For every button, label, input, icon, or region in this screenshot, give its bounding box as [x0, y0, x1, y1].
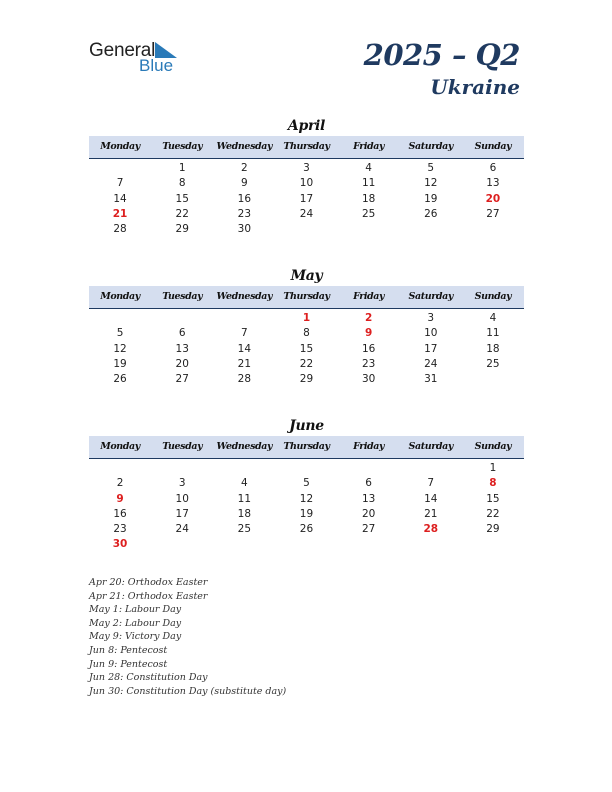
empty-day-cell: [275, 222, 337, 237]
empty-day-cell: [462, 372, 524, 387]
day-cell: 2: [116, 477, 124, 490]
week-row: [89, 192, 524, 207]
day-cell: 18: [361, 192, 376, 205]
weekday-friday: Friday: [353, 441, 385, 452]
empty-day-cell: [275, 461, 337, 476]
day-cell: 29: [486, 523, 500, 536]
day-cell: 12: [113, 342, 127, 355]
day-cell: 7: [427, 477, 435, 490]
empty-day-cell: [213, 311, 275, 326]
day-cell: 21: [424, 507, 438, 520]
weekday-tuesday: Tuesday: [162, 441, 203, 452]
day-cell: 18: [486, 342, 500, 355]
holiday-item: May 9: Victory Day: [89, 631, 182, 643]
weekday-saturday: Saturday: [408, 141, 453, 152]
day-cell: 28: [237, 373, 252, 386]
month-title: April: [287, 118, 326, 134]
weekday-wednesday: Wednesday: [216, 291, 273, 302]
day-cell: 17: [175, 507, 189, 520]
day-cell: 14: [113, 192, 127, 205]
holiday-day-cell: 2: [364, 312, 373, 324]
holiday-item: May 1: Labour Day: [89, 604, 182, 616]
holiday-day-cell: 8: [489, 477, 497, 490]
day-cell: 26: [424, 207, 438, 220]
day-cell: 25: [361, 207, 376, 220]
day-cell: 28: [113, 223, 127, 236]
weekday-saturday: Saturday: [408, 291, 453, 302]
day-cell: 7: [116, 177, 124, 190]
weekday-monday: Monday: [100, 141, 140, 152]
week-row: [89, 537, 524, 552]
day-cell: 7: [241, 327, 248, 340]
weekday-thursday: Thursday: [283, 291, 330, 302]
empty-day-cell: [213, 537, 275, 552]
day-cell: 14: [237, 342, 252, 355]
day-cell: 1: [489, 462, 497, 474]
month-may: [89, 266, 524, 387]
week-row: [89, 357, 524, 372]
holiday-item: Jun 8: Pentecost: [89, 644, 168, 656]
day-cell: 16: [361, 342, 376, 355]
day-cell: 11: [361, 177, 376, 190]
day-cell: 16: [237, 192, 252, 205]
weekday-header: [89, 436, 524, 459]
weekday-tuesday: Tuesday: [162, 291, 203, 302]
week-row: [89, 176, 524, 191]
day-cell: 29: [299, 373, 314, 386]
day-cell: 30: [237, 223, 252, 236]
month-grid: [89, 159, 524, 237]
weekday-friday: Friday: [353, 141, 385, 152]
week-row: [89, 207, 524, 222]
day-cell: 13: [361, 492, 376, 505]
day-cell: 4: [241, 477, 248, 490]
day-cell: 19: [113, 357, 127, 370]
week-row: [89, 161, 524, 176]
weekday-thursday: Thursday: [283, 441, 330, 452]
week-row: [89, 222, 524, 237]
day-cell: 25: [486, 357, 500, 370]
day-cell: 20: [175, 357, 189, 370]
holiday-day-cell: 28: [423, 523, 439, 536]
day-cell: 5: [427, 162, 435, 174]
weekday-monday: Monday: [100, 291, 140, 302]
day-cell: 8: [303, 327, 310, 340]
weekday-sunday: Sunday: [474, 141, 512, 152]
day-cell: 26: [113, 373, 127, 386]
empty-day-cell: [275, 537, 337, 552]
day-cell: 10: [175, 492, 189, 505]
day-cell: 16: [113, 507, 127, 520]
day-cell: 19: [299, 507, 314, 520]
holiday-item: Jun 30: Constitution Day (substitute day): [89, 685, 287, 697]
empty-day-cell: [338, 537, 400, 552]
month-title: May: [290, 268, 323, 284]
day-cell: 27: [486, 207, 500, 220]
day-cell: 24: [175, 523, 189, 536]
day-cell: 9: [241, 177, 248, 190]
day-cell: 17: [299, 192, 314, 205]
weekday-header: [89, 136, 524, 159]
day-cell: 20: [361, 507, 376, 520]
logo-general-text: General: [89, 40, 156, 61]
day-cell: 11: [237, 492, 252, 505]
day-cell: 10: [424, 327, 438, 340]
weekday-wednesday: Wednesday: [216, 441, 273, 452]
day-cell: 23: [361, 357, 376, 370]
week-row: [89, 372, 524, 387]
holiday-day-cell: 1: [302, 312, 311, 324]
weekday-wednesday: Wednesday: [216, 141, 273, 152]
holiday-day-cell: 9: [116, 492, 124, 505]
holiday-day-cell: 9: [364, 327, 373, 340]
holiday-item: Jun 9: Pentecost: [89, 658, 168, 670]
day-cell: 3: [178, 477, 186, 490]
day-cell: 24: [299, 207, 314, 220]
weekday-sunday: Sunday: [474, 291, 512, 302]
day-cell: 15: [486, 492, 500, 505]
day-cell: 17: [424, 342, 438, 355]
day-cell: 11: [486, 327, 500, 340]
month-april: [89, 116, 524, 237]
holiday-item: Jun 28: Constitution Day: [89, 672, 208, 684]
empty-day-cell: [338, 222, 400, 237]
day-cell: 12: [424, 177, 438, 190]
day-cell: 26: [299, 523, 314, 536]
empty-day-cell: [89, 461, 151, 476]
weekday-sunday: Sunday: [474, 441, 512, 452]
day-cell: 2: [241, 162, 248, 174]
day-cell: 13: [175, 342, 189, 355]
week-row: [89, 492, 524, 507]
day-cell: 14: [424, 492, 438, 505]
day-cell: 24: [424, 357, 438, 370]
day-cell: 6: [178, 327, 186, 340]
day-cell: 18: [237, 507, 252, 520]
day-cell: 15: [299, 342, 314, 355]
week-row: [89, 311, 524, 326]
day-cell: 21: [237, 357, 252, 370]
empty-day-cell: [89, 311, 151, 326]
week-row: [89, 326, 524, 341]
day-cell: 3: [303, 162, 310, 174]
month-grid: [89, 459, 524, 553]
holiday-list: [89, 576, 286, 698]
weekday-thursday: Thursday: [283, 141, 330, 152]
weekday-saturday: Saturday: [408, 441, 453, 452]
day-cell: 12: [299, 492, 314, 505]
day-cell: 10: [299, 177, 314, 190]
day-cell: 23: [113, 523, 127, 536]
generalblue-logo: [89, 40, 189, 76]
empty-day-cell: [400, 537, 462, 552]
empty-day-cell: [400, 461, 462, 476]
month-grid: [89, 309, 524, 387]
empty-day-cell: [151, 537, 213, 552]
holiday-day-cell: 30: [112, 538, 128, 551]
day-cell: 5: [116, 327, 124, 340]
month-june: [89, 416, 524, 553]
week-row: [89, 476, 524, 491]
day-cell: 13: [486, 177, 500, 190]
day-cell: 27: [175, 373, 189, 386]
day-cell: 4: [489, 312, 497, 324]
empty-day-cell: [462, 222, 524, 237]
week-row: [89, 522, 524, 537]
weekday-header: [89, 286, 524, 309]
weekday-friday: Friday: [353, 291, 385, 302]
day-cell: 6: [489, 162, 497, 174]
day-cell: 8: [178, 177, 186, 190]
day-cell: 22: [175, 207, 189, 220]
month-title: June: [289, 418, 324, 434]
day-cell: 22: [486, 507, 500, 520]
holiday-item: Apr 20: Orthodox Easter: [89, 577, 208, 588]
day-cell: 5: [303, 477, 310, 490]
day-cell: 4: [365, 162, 372, 174]
day-cell: 25: [237, 523, 252, 536]
holiday-day-cell: 20: [485, 192, 501, 205]
day-cell: 3: [427, 312, 435, 324]
day-cell: 31: [424, 373, 438, 386]
logo-blue-text: Blue: [139, 56, 174, 75]
week-row: [89, 342, 524, 357]
holiday-day-cell: 21: [112, 207, 128, 220]
empty-day-cell: [213, 461, 275, 476]
week-row: [89, 461, 524, 476]
empty-day-cell: [400, 222, 462, 237]
weekday-monday: Monday: [100, 441, 140, 452]
empty-day-cell: [338, 461, 400, 476]
holiday-item: May 2: Labour Day: [89, 617, 182, 629]
day-cell: 23: [237, 207, 252, 220]
day-cell: 1: [178, 162, 186, 174]
day-cell: 19: [424, 192, 438, 205]
weekday-tuesday: Tuesday: [162, 141, 203, 152]
empty-day-cell: [151, 461, 213, 476]
day-cell: 29: [175, 223, 189, 236]
day-cell: 6: [365, 477, 372, 490]
day-cell: 27: [361, 523, 376, 536]
empty-day-cell: [151, 311, 213, 326]
country-name: Ukraine: [430, 75, 520, 99]
holiday-item: Apr 21: Orthodox Easter: [89, 590, 208, 602]
day-cell: 15: [175, 192, 189, 205]
empty-day-cell: [462, 537, 524, 552]
day-cell: 30: [361, 373, 376, 386]
page-title: 2025 – Q2: [363, 38, 520, 72]
empty-day-cell: [89, 161, 151, 176]
week-row: [89, 507, 524, 522]
day-cell: 22: [299, 357, 314, 370]
